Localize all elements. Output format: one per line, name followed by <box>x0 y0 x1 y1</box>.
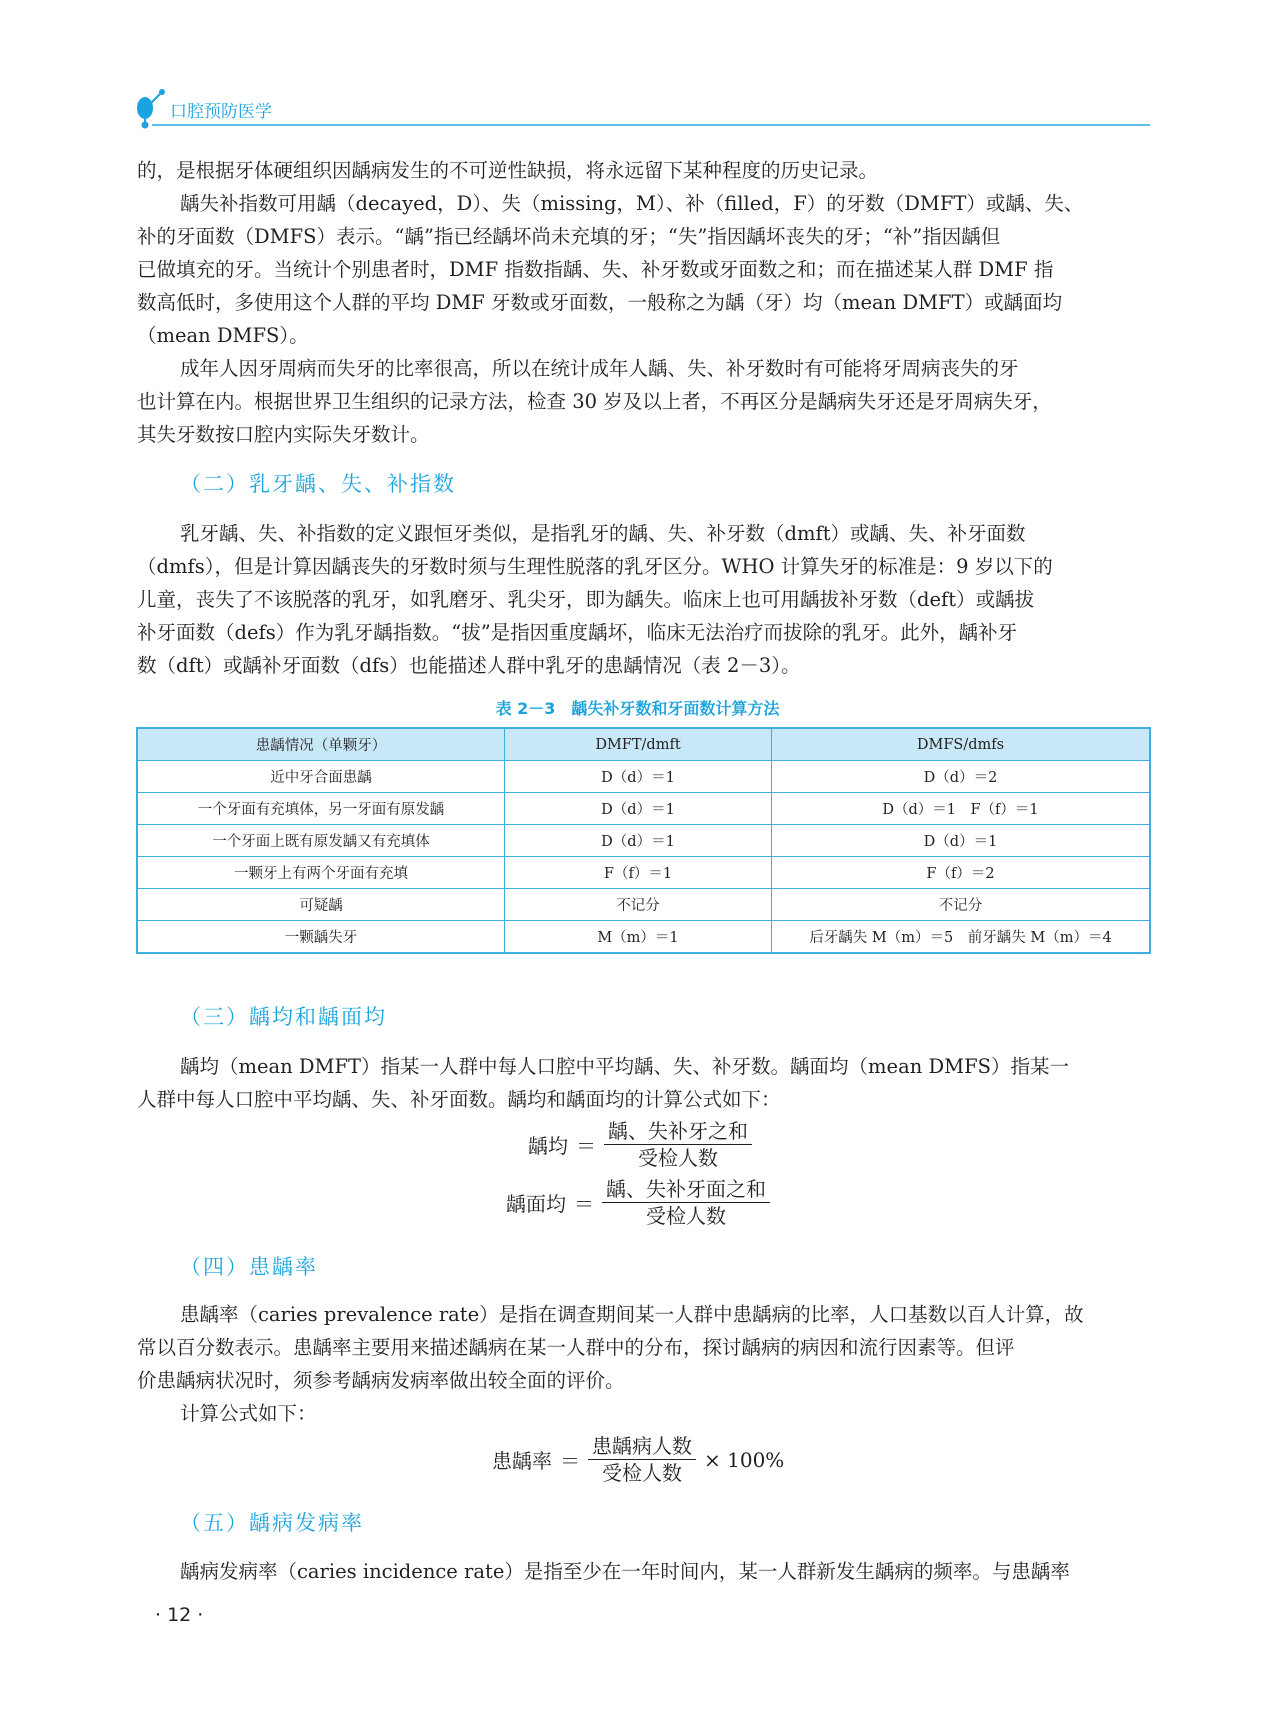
table-row <box>137 761 1150 793</box>
table-header-row <box>137 728 1150 761</box>
text-line: 数高低时，多使用这个人群的平均 DMF 牙数或牙面数，一般称之为龋（牙）均（mean DMFT）或龋面均 <box>137 291 1063 314</box>
denominator: 受检人数 <box>602 1461 682 1485</box>
table-cell: 近中牙合面患龋 <box>137 761 505 793</box>
numerator: 龋、失补牙之和 <box>604 1118 752 1145</box>
section-heading-3: （三）龋均和龋面均 <box>180 1005 387 1029</box>
text-line: 龋失补指数可用龋（decayed，D）、失（missing，M）、补（filled，F）的牙数（DMFT）或龋、失、 <box>180 192 1084 215</box>
text-line: 儿童，丧失了不该脱落的乳牙，如乳磨牙、乳尖牙，即为龋失。临床上也可用龋拔补牙数（deft）或龋拔 <box>137 588 1035 611</box>
fraction <box>604 1118 752 1171</box>
numerator: 患龋病人数 <box>588 1433 696 1460</box>
text-line: 价患龋病状况时，须参考龋病发病率做出较全面的评价。 <box>137 1369 625 1392</box>
denominator: 受检人数 <box>638 1146 718 1170</box>
formula-lhs: 龋面均 <box>506 1192 566 1216</box>
table-cell: D（d）＝2 <box>772 761 1151 793</box>
text-line: 其失牙数按口腔内实际失牙数计。 <box>137 423 430 446</box>
header-rule <box>152 124 1150 126</box>
fraction <box>602 1176 770 1229</box>
text-line: 人群中每人口腔中平均龋、失、补牙面数。龋均和龋面均的计算公式如下： <box>137 1088 781 1111</box>
numerator: 龋、失补牙面之和 <box>602 1176 770 1203</box>
table-cell: 一颗龋失牙 <box>137 921 505 954</box>
text-line: 乳牙龋、失、补指数的定义跟恒牙类似，是指乳牙的龋、失、补牙数（dmft）或龋、失、补牙面数 <box>180 522 1026 545</box>
table-cell: M（m）＝1 <box>505 921 772 954</box>
text-line: （dmfs），但是计算因龋丧失的牙数时须与生理性脱落的乳牙区分。WHO 计算失牙的标准是：9 岁以下的 <box>137 555 1053 578</box>
table-cell: D（d）＝1 <box>505 793 772 825</box>
dmf-calculation-table <box>136 727 1151 954</box>
table-row <box>137 825 1150 857</box>
text-line: 的，是根据牙体硬组织因龋病发生的不可逆性缺损，将永远留下某种程度的历史记录。 <box>137 159 879 182</box>
text-line: 计算公式如下： <box>180 1402 317 1425</box>
column-header: DMFS/dmfs <box>772 728 1151 761</box>
formula-equals: ＝ <box>574 1192 594 1216</box>
text-line: 补牙面数（defs）作为乳牙龋指数。“拔”是指因重度龋坏，临床无法治疗而拔除的乳牙。此外，龋补牙 <box>137 621 1018 644</box>
text-line: 常以百分数表示。患龋率主要用来描述龋病在某一人群中的分布，探讨龋病的病因和流行因素等。但评 <box>137 1336 1015 1359</box>
section-heading-4: （四）患龋率 <box>180 1255 318 1279</box>
fraction <box>588 1433 696 1486</box>
text-line: （mean DMFS）。 <box>137 324 309 347</box>
table-cell: 一个牙面上既有原发龋又有充填体 <box>137 825 505 857</box>
column-header: 患龋情况（单颗牙） <box>137 728 505 761</box>
paragraph-6 <box>137 1298 1150 1430</box>
table-row <box>137 793 1150 825</box>
paragraph-4 <box>137 517 1150 682</box>
table-cell: D（d）＝1 <box>772 825 1151 857</box>
text-line: 龋病发病率（caries incidence rate）是指至少在一年时间内，某一人群新发生龋病的频率。与患龋率 <box>180 1560 1070 1583</box>
table-cell: D（d）＝1 F（f）＝1 <box>772 793 1151 825</box>
table-cell: F（f）＝1 <box>505 857 772 889</box>
table-row <box>137 921 1150 954</box>
paragraph-5 <box>137 1050 1150 1116</box>
formula-lhs: 患龋率 <box>492 1449 552 1473</box>
table-cell: 一颗牙上有两个牙面有充填 <box>137 857 505 889</box>
table-cell: 可疑龋 <box>137 889 505 921</box>
column-header: DMFT/dmft <box>505 728 772 761</box>
section-heading-5: （五）龋病发病率 <box>180 1511 364 1535</box>
formula-lhs: 龋均 <box>528 1134 568 1158</box>
text-line: 已做填充的牙。当统计个别患者时，DMF 指数指龋、失、补牙数或牙面数之和；而在描述某人群 DMF 指 <box>137 258 1054 281</box>
formula-equals: ＝ <box>576 1134 596 1158</box>
table-cell: 不记分 <box>505 889 772 921</box>
formula-prevalence <box>492 1433 784 1486</box>
paragraph-3 <box>137 352 1150 451</box>
running-header-title: 口腔预防医学 <box>170 102 272 122</box>
text-line: 龋均（mean DMFT）指某一人群中每人口腔中平均龋、失、补牙数。龋面均（mean DMFS）指某一 <box>180 1055 1069 1078</box>
text-line: 补的牙面数（DMFS）表示。“龋”指已经龋坏尚未充填的牙；“失”指因龋坏丧失的牙；“补”指因龋但 <box>137 225 1001 248</box>
table-row <box>137 889 1150 921</box>
paragraph-8 <box>137 1555 1150 1588</box>
table-cell: D（d）＝1 <box>505 761 772 793</box>
table-cell: 一个牙面有充填体，另一牙面有原发龋 <box>137 793 505 825</box>
table-caption: 表 2－3 龋失补牙数和牙面数计算方法 <box>495 699 780 718</box>
formula-dmft-mean <box>528 1118 752 1171</box>
page-number: · 12 · <box>155 1604 204 1626</box>
table-cell: D（d）＝1 <box>505 825 772 857</box>
paragraph-2 <box>137 187 1150 352</box>
text-line: 数（dft）或龋补牙面数（dfs）也能描述人群中乳牙的患龋情况（表 2－3）。 <box>137 654 801 677</box>
table-cell: 不记分 <box>772 889 1151 921</box>
denominator: 受检人数 <box>646 1204 726 1228</box>
section-heading-2: （二）乳牙龋、失、补指数 <box>180 472 456 496</box>
table-cell: F（f）＝2 <box>772 857 1151 889</box>
formula-multiplier: × 100% <box>704 1447 785 1472</box>
text-line: 患龋率（caries prevalence rate）是指在调查期间某一人群中患龋病的比率，人口基数以百人计算，故 <box>180 1303 1084 1326</box>
paragraph-1 <box>137 154 1150 187</box>
text-line: 成年人因牙周病而失牙的比率很高，所以在统计成年人龋、失、补牙数时有可能将牙周病丧失的牙 <box>180 357 1019 380</box>
table-row <box>137 857 1150 889</box>
text-line: 也计算在内。根据世界卫生组织的记录方法，检查 30 岁及以上者，不再区分是龋病失牙还是牙周病失牙， <box>137 390 1052 413</box>
formula-dmfs-mean <box>506 1176 770 1229</box>
table-cell: 后牙龋失 M（m）＝5 前牙龋失 M（m）＝4 <box>772 921 1151 954</box>
formula-equals: ＝ <box>560 1449 580 1473</box>
